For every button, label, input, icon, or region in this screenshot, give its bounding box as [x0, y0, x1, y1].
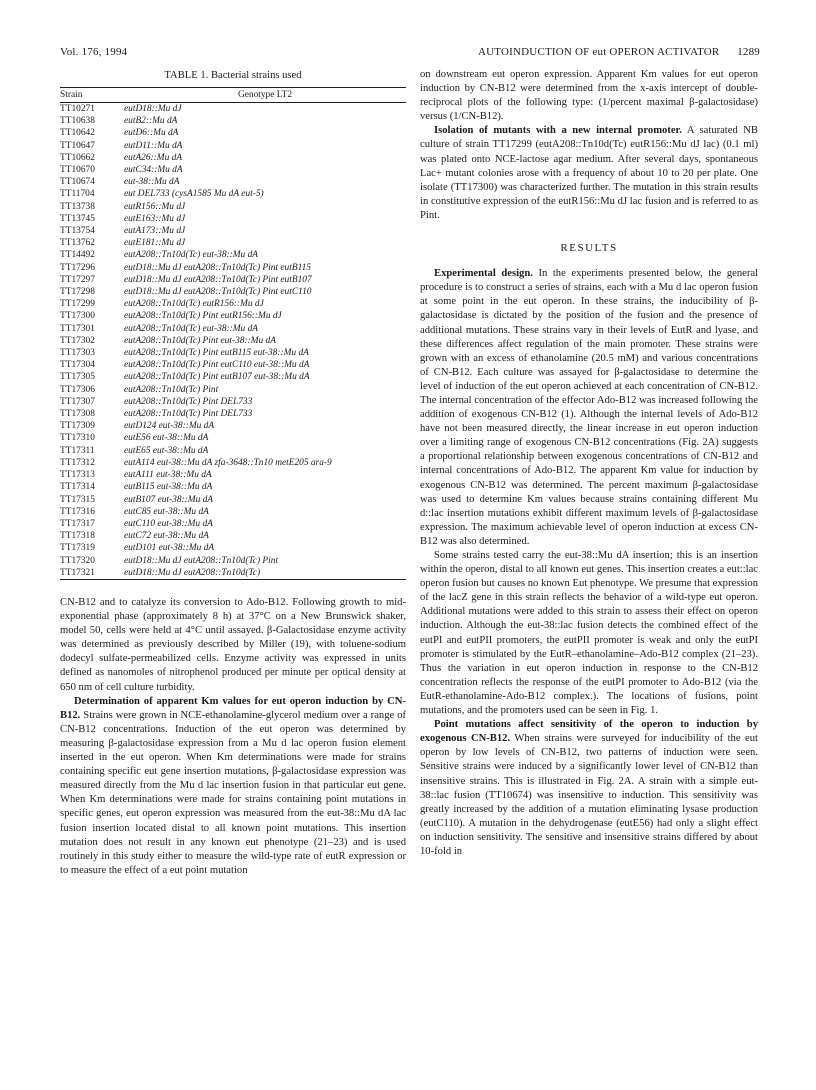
table-row — [60, 140, 406, 152]
right-paragraph-1: on downstream eut operon expression. Apparent Km values for eut operon induction by CN-B12 were determined from the x-axis intercept of double-reciprocal plots of the following type: (1/percent maximal β-galactosidase) versus (1/CN-B12). — [420, 69, 758, 123]
left-paragraph-2 — [60, 695, 406, 878]
point-mutations-heading: Point mutations affect sensitivity of the operon to induction by exogenous CN-B12. — [420, 719, 758, 745]
strain-id-cell: TT10670 — [60, 165, 95, 176]
table-row — [60, 237, 406, 249]
strain-id-cell: TT17310 — [60, 433, 95, 444]
genotype-cell: eutA208::Tn10d(Tc) Pint eut-38::Mu dA — [124, 335, 276, 346]
table-row — [60, 420, 406, 432]
genotype-cell: eutB115 eut-38::Mu dA — [124, 482, 213, 493]
table-row — [60, 518, 406, 530]
strain-id-cell: TT11704 — [60, 189, 95, 200]
table-row — [60, 152, 406, 164]
table-row — [60, 249, 406, 261]
km-determination-body: Strains were grown in NCE-ethanolamine-glycerol medium over a range of CN-B12 concentrations. Induction of the eut operon was determined by measuring β-galactosidase expression from a Mu d lac operon fusion element inserted in the eut operon. When Km determinations were made for strains containing specific eut gene insertion mutations, β-galactosidase expression was measured directly from the Mu d lac insertion fusion in that particular eut gene. When Km determinations were made for strains containing point mutations in specific genes, eut operon expression was measured from the eut-38::Mu dA lac fusion insertion located distal to all known point mutations. This insertion mutation does not result in any known eut phenotype (21–23) and is used routinely in this study either to measure the wild-type rate of eutR expression or to measure the effect of a eut point mutation — [60, 709, 406, 876]
table-body — [60, 103, 406, 580]
strain-id-cell: TT17307 — [60, 396, 95, 407]
table-row — [60, 555, 406, 567]
results-section-title: RESULTS — [560, 242, 618, 255]
genotype-cell: eutD18::Mu dJ eutA208::Tn10d(Tc) Pint eutB115 — [124, 262, 311, 273]
strain-id-cell: TT17299 — [60, 299, 95, 310]
table-row — [60, 274, 406, 286]
running-header — [60, 46, 760, 62]
strain-id-cell: TT13738 — [60, 201, 95, 212]
km-determination-heading: Determination of apparent Km values for eut operon induction by CN-B12. — [60, 695, 406, 721]
right-paragraph-2 — [420, 124, 758, 223]
table-row — [60, 286, 406, 298]
strain-id-cell: TT17298 — [60, 287, 95, 298]
genotype-cell: eutB107 eut-38::Mu dA — [124, 494, 214, 505]
strain-id-cell: TT17303 — [60, 348, 95, 359]
table-row — [60, 201, 406, 213]
genotype-cell: eutA208::Tn10d(Tc) Pint eutB107 eut-38::Mu dA — [124, 372, 310, 383]
point-mutations-body: When strains were surveyed for inducibility of the eut operon by low levels of CN-B12, two patterns of induction were seen. Sensitive strains were induced by a significantly lower level of CN-B12 than insensitive strains. This is illustrated in Fig. 2A. A strain with a simple eut-38::lac fusion (TT10674) was insensitive to induction. This sensitivity was greatly increased by the addition of a mutation eliminating lysase production (eutC110). A mutation in the dehydrogenase (eutE56) had only a slight effect on induction sensitivity. The sensitive and insensitive strains differed by about 10-fold in — [420, 733, 758, 857]
table-row — [60, 323, 406, 335]
strain-id-cell: TT17306 — [60, 384, 95, 395]
genotype-cell: eutA208::Tn10d(Tc) Pint eutC110 eut-38::Mu dA — [124, 360, 310, 371]
mutant-isolation-heading: Isolation of mutants with a new internal promoter. — [434, 125, 682, 137]
genotype-cell: eutE65 eut-38::Mu dA — [124, 445, 209, 456]
table-1 — [60, 70, 406, 580]
right-column-text — [420, 68, 758, 859]
genotype-cell: eutB2::Mu dA — [124, 116, 178, 127]
genotype-cell: eutA111 eut-38::Mu dA — [124, 470, 212, 481]
genotype-column-header: Genotype LT2 — [237, 90, 293, 100]
strain-id-cell: TT17308 — [60, 409, 95, 420]
genotype-cell: eutD6::Mu dA — [124, 128, 179, 139]
table-row — [60, 310, 406, 322]
strain-column-header: Strain — [60, 90, 83, 100]
table-row — [60, 262, 406, 274]
table-row — [60, 506, 406, 518]
genotype-cell: eutD124 eut-38::Mu dA — [124, 421, 215, 432]
genotype-cell: eutD101 eut-38::Mu dA — [124, 543, 215, 554]
genotype-cell: eut DEL733 (cysA1585 Mu dA eut-5) — [124, 189, 264, 200]
genotype-cell: eutA208::Tn10d(Tc) Pint — [124, 384, 219, 395]
genotype-cell: eutA208::Tn10d(Tc) eutR156::Mu dJ — [124, 299, 264, 310]
table-row — [60, 335, 406, 347]
strain-id-cell: TT10662 — [60, 152, 95, 163]
genotype-cell: eutC85 eut-38::Mu dA — [124, 506, 209, 517]
strains-table — [60, 87, 406, 580]
table-row — [60, 103, 406, 116]
table-row — [60, 567, 406, 580]
strain-id-cell: TT17319 — [60, 543, 95, 554]
table-row — [60, 469, 406, 481]
table-row — [60, 359, 406, 371]
left-column-text — [60, 596, 406, 878]
strain-id-cell: TT17296 — [60, 262, 95, 273]
genotype-cell: eutA208::Tn10d(Tc) eut-38::Mu dA — [124, 250, 258, 261]
strain-id-cell: TT17315 — [60, 494, 95, 505]
right-paragraph-3 — [420, 267, 758, 549]
table-row — [60, 396, 406, 408]
table-row — [60, 213, 406, 225]
genotype-cell: eutC110 eut-38::Mu dA — [124, 518, 213, 529]
table-row — [60, 457, 406, 469]
table-row — [60, 225, 406, 237]
strain-id-cell: TT10674 — [60, 177, 95, 188]
genotype-cell: eutA173::Mu dJ — [124, 226, 186, 237]
genotype-cell: eutA208::Tn10d(Tc) Pint DEL733 — [124, 409, 253, 420]
table-row — [60, 494, 406, 506]
genotype-cell: eut-38::Mu dA — [124, 177, 180, 188]
strain-id-cell: TT17311 — [60, 445, 95, 456]
table-row — [60, 347, 406, 359]
experimental-design-heading: Experimental design. — [434, 268, 533, 280]
strain-id-cell: TT17318 — [60, 531, 95, 542]
strain-id-cell: TT17313 — [60, 470, 95, 481]
genotype-cell: eutD11::Mu dA — [124, 140, 183, 151]
genotype-cell: eutD18::Mu dJ eutA208::Tn10d(Tc) Pint — [124, 555, 279, 566]
strain-id-cell: TT10647 — [60, 140, 95, 151]
table-row — [60, 542, 406, 554]
strain-id-cell: TT17297 — [60, 274, 95, 285]
strain-id-cell: TT17321 — [60, 567, 95, 578]
genotype-cell: eutA208::Tn10d(Tc) Pint eutR156::Mu dJ — [124, 311, 282, 322]
genotype-cell: eutA114 eut-38::Mu dA zfa-3648::Tn10 metE205 ara-9 — [124, 457, 332, 468]
strain-id-cell: TT13745 — [60, 213, 95, 224]
strain-id-cell: TT17320 — [60, 555, 95, 566]
strain-id-cell: TT17309 — [60, 421, 95, 432]
strain-id-cell: TT13754 — [60, 226, 95, 237]
table-row — [60, 384, 406, 396]
genotype-cell: eutC72 eut-38::Mu dA — [124, 531, 209, 542]
strain-id-cell: TT17304 — [60, 360, 95, 371]
left-paragraph-1: CN-B12 and to catalyze its conversion to Ado-B12. Following growth to mid-exponential phase (approximately 8 h) at 37°C on a New Brunswick shaker, model 50, cells were held at 4°C until assayed. β-Galactosidase enzyme activity was determined as previously described by Miller (19), with toluene-sodium dodecyl sulfate-permeabilized cells. Enzyme activity was expressed in units defined as nanomoles of nitrophenol produced per minute per optical density at 650 nm of cell culture turbidity. — [60, 597, 406, 693]
strain-id-cell: TT17317 — [60, 518, 95, 529]
genotype-cell: eutD18::Mu dJ — [124, 104, 182, 114]
strain-id-cell: TT17312 — [60, 457, 95, 468]
table-row — [60, 481, 406, 493]
genotype-cell: eutE56 eut-38::Mu dA — [124, 433, 209, 444]
table-row — [60, 188, 406, 200]
table-row — [60, 445, 406, 457]
strain-id-cell: TT17300 — [60, 311, 95, 322]
page-number: 1289 — [737, 46, 760, 58]
strain-id-cell: TT10642 — [60, 128, 95, 139]
strain-id-cell: TT10271 — [60, 104, 95, 114]
genotype-cell: eutA208::Tn10d(Tc) Pint DEL733 — [124, 396, 253, 407]
running-title: AUTOINDUCTION OF eut OPERON ACTIVATOR — [478, 46, 720, 58]
genotype-cell: eutA208::Tn10d(Tc) Pint eutB115 eut-38::Mu dA — [124, 348, 309, 359]
table-row — [60, 115, 406, 127]
genotype-cell: eutD18::Mu dJ eutA208::Tn10d(Tc) — [124, 567, 261, 578]
table-row — [60, 164, 406, 176]
table-header-row — [60, 88, 406, 103]
table-caption: TABLE 1. Bacterial strains used — [164, 70, 302, 81]
strain-id-cell: TT13762 — [60, 238, 95, 249]
table-row — [60, 408, 406, 420]
right-paragraph-4: Some strains tested carry the eut-38::Mu dA insertion; this is an insertion within the operon, distal to all known eut genes. This insertion creates a eut::lac operon fusion but causes no known Eut phenotype. We presume that expression of the lacZ gene in this strain reflects the behavior of a wild-type eut operon. Additional mutations were added to this strain to assess their effect on operon induction. Although the eut-38::lac fusion detects the combined effect of the eutPI and eutPII promoters, the eutPII promoter is weak and only the eutPI promoter is stimulated by the EutR–ethanolamine–Ado-B12 complex (21–23). Thus the variation in eut operon induction in response to the CN-B12 concentration reflects the response of the eutPI promoter to Ado-B12 (via the EutR-ethanolamine-Ado-B12 complex.). The locations of fusions, point mutations, and the promoters used can be seen in Fig. 1. — [420, 550, 758, 717]
experimental-design-body: In the experiments presented below, the general procedure is to construct a series of strains, each with a Mu d lac operon fusion at some point in the eut operon. In these strains, the inducibility of β-galactosidase is dictated by the position of the fusion and the presence of additional mutations. These strains vary in their levels of EutR and lyase, and these differences affect regulation of the main promoter. These strains were grown with an excess of ethanolamine (20.5 mM) and various concentrations of CN-B12. Each culture was assayed for β-galactosidase to determine the level of induction of the eut operon achieved at each concentration of CN-B12. The internal concentration of the effector Ado-B12 was increased following the addition of exogenous CN-B12 (1). Although the internal levels of Ado-B12 have not been measured directly, the linear increase in eut operon induction over a limiting range of exogenous CN-B12 concentrations (Fig. 2A) suggests a proportional relationship between exogenous concentrations of CN-B12 and internal concentrations of Ado-B12. The apparent Km value for induction by exogenous CN-B12 was determined. The percent maximum β-galactosidase was used to determine Km values because strains containing different Mu d::lac insertion mutations exhibit different maximum levels of β-galactosidase expression. The maximum achievable level of operon induction at excess CN-B12 was also determined. — [420, 268, 759, 547]
table-row — [60, 298, 406, 310]
strain-id-cell: TT17314 — [60, 482, 95, 493]
genotype-cell: eutA26::Mu dA — [124, 152, 183, 163]
genotype-cell: eutR156::Mu dJ — [124, 201, 186, 212]
genotype-cell: eutC34::Mu dA — [124, 165, 183, 176]
genotype-cell: eutD18::Mu dJ eutA208::Tn10d(Tc) Pint eutB107 — [124, 274, 312, 285]
right-paragraph-5 — [420, 718, 758, 859]
strain-id-cell: TT17301 — [60, 323, 95, 334]
table-row — [60, 127, 406, 139]
genotype-cell: eutE163::Mu dJ — [124, 213, 186, 224]
volume-label: Vol. 176, 1994 — [60, 46, 128, 58]
table-row — [60, 432, 406, 444]
table-row — [60, 530, 406, 542]
genotype-cell: eutA208::Tn10d(Tc) eut-38::Mu dA — [124, 323, 258, 334]
strain-id-cell: TT17305 — [60, 372, 95, 383]
strain-id-cell: TT14492 — [60, 250, 95, 261]
strain-id-cell: TT17302 — [60, 335, 95, 346]
table-row — [60, 176, 406, 188]
genotype-cell: eutE181::Mu dJ — [124, 238, 186, 249]
table-row — [60, 371, 406, 383]
strain-id-cell: TT10638 — [60, 116, 95, 127]
genotype-cell: eutD18::Mu dJ eutA208::Tn10d(Tc) Pint eutC110 — [124, 287, 312, 298]
strain-id-cell: TT17316 — [60, 506, 95, 517]
mutant-isolation-body: A saturated NB culture of strain TT17299 (eutA208::Tn10d(Tc) eutR156::Mu dJ lac) (0.1 ml) was plated onto NCE-lactose agar medium. After several days, spontaneous Lac+ mutant colonies arose with a frequency of about 10 to 20 per plate. One isolate (TT17300) was characterized further. The mutation in this strain results in constitutive expression of the eutR156::Mu dJ lac fusion and is referred to as Pint. — [420, 125, 758, 221]
